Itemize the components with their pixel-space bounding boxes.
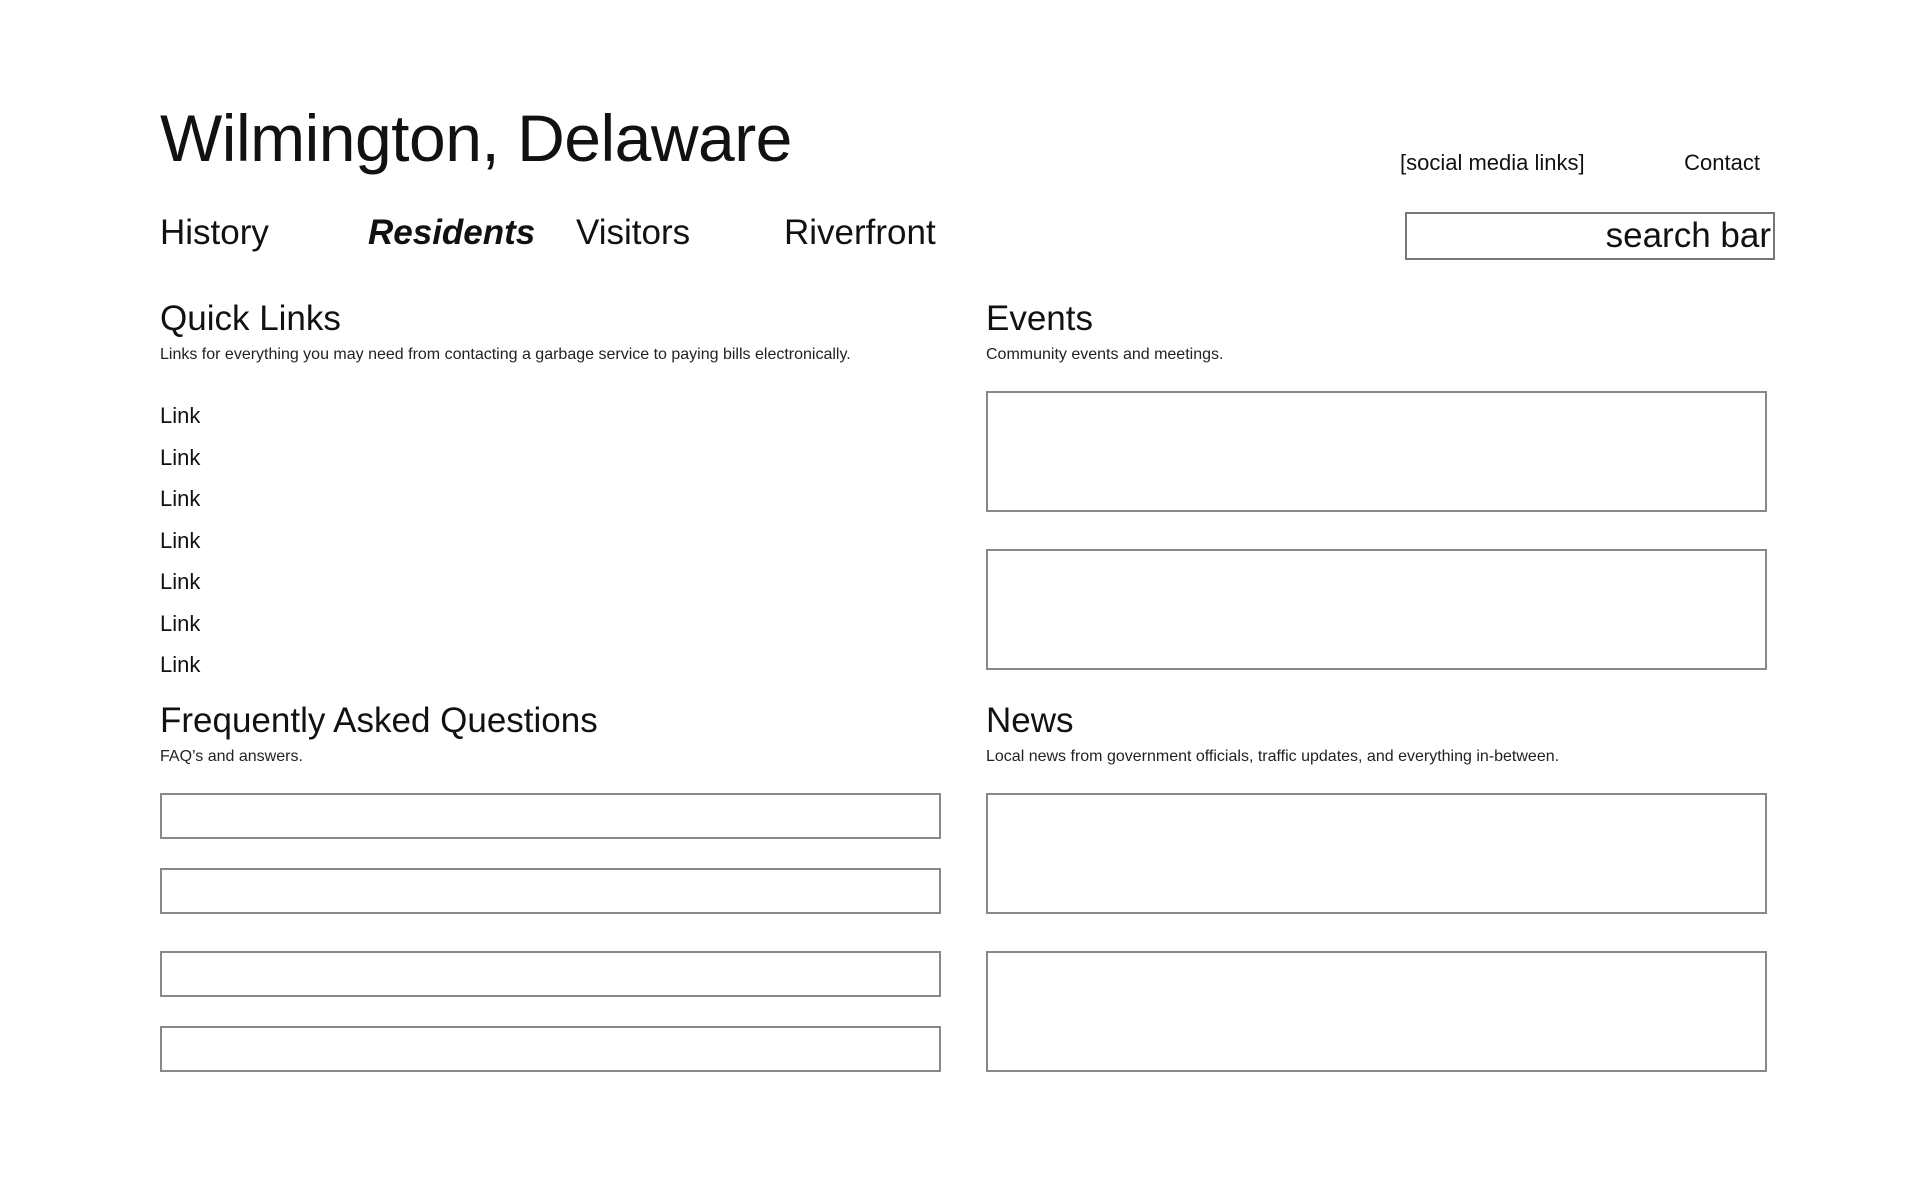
faq-item[interactable]	[160, 1026, 941, 1072]
faq-item[interactable]	[160, 793, 941, 839]
site-title: Wilmington, Delaware	[160, 101, 792, 175]
quick-links-list	[160, 395, 200, 686]
quick-links-description: Links for everything you may need from contacting a garbage service to paying bills electronically.	[160, 346, 851, 363]
faq-description: FAQ’s and answers.	[160, 748, 303, 765]
quick-link[interactable]: Link	[160, 444, 201, 470]
faq-item[interactable]	[160, 951, 941, 997]
faq-item[interactable]	[160, 868, 941, 914]
quick-link[interactable]: Link	[160, 569, 201, 594]
nav-item-riverfront[interactable]: Riverfront	[784, 213, 936, 252]
quick-link[interactable]: Link	[160, 486, 201, 511]
news-title: News	[986, 701, 1074, 740]
quick-link[interactable]: Link	[160, 652, 201, 677]
quick-link[interactable]: Link	[160, 527, 201, 553]
faq-title: Frequently Asked Questions	[160, 701, 598, 740]
news-card[interactable]	[986, 951, 1767, 1072]
quick-link[interactable]: Link	[160, 610, 201, 636]
quick-links-title: Quick Links	[160, 299, 341, 338]
nav-item-history[interactable]: History	[160, 213, 269, 252]
news-description: Local news from government officials, traffic updates, and everything in-between.	[986, 748, 1560, 765]
events-title: Events	[986, 299, 1093, 338]
social-media-links[interactable]: [social media links]	[1400, 150, 1585, 175]
event-card[interactable]	[986, 549, 1767, 670]
events-description: Community events and meetings.	[986, 346, 1224, 363]
quick-link[interactable]: Link	[160, 403, 201, 428]
news-card[interactable]	[986, 793, 1767, 914]
search-input[interactable]	[1405, 212, 1775, 260]
contact-link[interactable]: Contact	[1684, 150, 1760, 175]
nav-item-visitors[interactable]: Visitors	[576, 213, 691, 252]
event-card[interactable]	[986, 391, 1767, 512]
nav-item-residents[interactable]: Residents	[368, 213, 536, 252]
